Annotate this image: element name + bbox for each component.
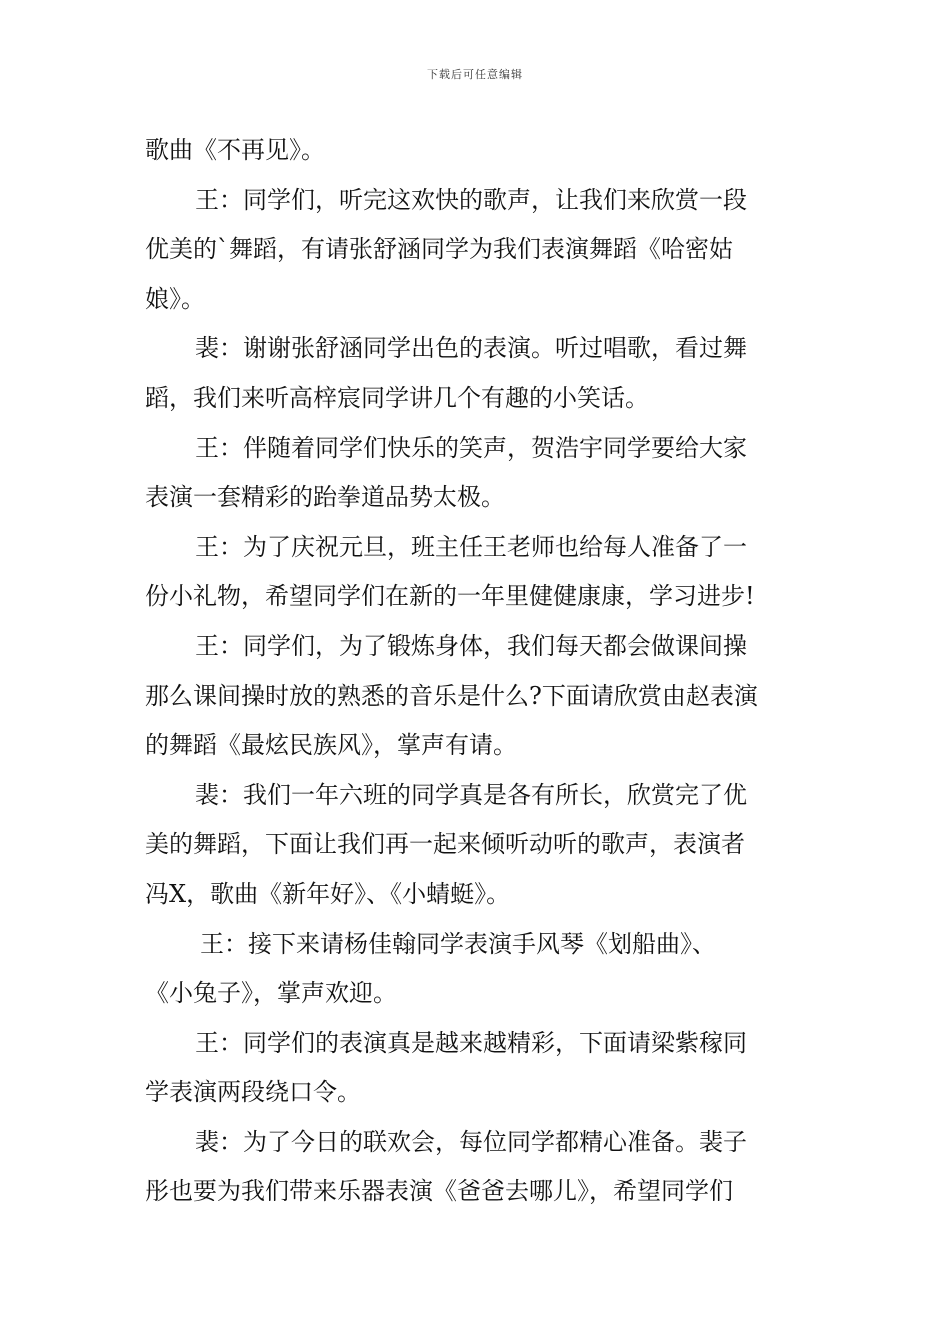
- text-line: 蹈，我们来听高梓宸同学讲几个有趣的小笑话。: [145, 383, 649, 412]
- text-line: 优美的`舞蹈，有请张舒涵同学为我们表演舞蹈《哈密姑: [145, 235, 733, 264]
- text-line: 王：伴随着同学们快乐的笑声，贺浩宇同学要给大家: [195, 433, 747, 462]
- text-line: 份小礼物，希望同学们在新的一年里健健康康，学习进步!: [145, 582, 755, 611]
- page-header-note: 下载后可任意编辑: [427, 68, 523, 81]
- text-line: 王：同学们的表演真是越来越精彩，下面请梁紫稼同: [195, 1028, 747, 1057]
- text-line: 王：同学们，为了锻炼身体，我们每天都会做课间操: [195, 631, 747, 660]
- text-line: 娘》。: [145, 284, 205, 313]
- text-line: 学表演两段绕口令。: [145, 1078, 361, 1107]
- text-line: 那么课间操时放的熟悉的音乐是什么?下面请欣赏由赵表演: [145, 681, 758, 710]
- text-line: 冯X，歌曲《新年好》、《小蜻蜓》。: [145, 879, 511, 908]
- text-line: 裴：为了今日的联欢会，每位同学都精心准备。裴子: [195, 1127, 747, 1156]
- text-line: 的舞蹈《最炫民族风》，掌声有请。: [145, 731, 517, 760]
- text-line: 裴：谢谢张舒涵同学出色的表演。听过唱歌，看过舞: [195, 334, 747, 363]
- text-line: 《小兔子》，掌声欢迎。: [145, 979, 397, 1008]
- text-line: 王：为了庆祝元旦，班主任王老师也给每人准备了一: [195, 532, 747, 561]
- text-line: 美的舞蹈，下面让我们再一起来倾听动听的歌声，表演者: [145, 830, 745, 859]
- text-line: 王：同学们，听完这欢快的歌声，让我们来欣赏一段: [195, 185, 747, 214]
- text-line: 彤也要为我们带来乐器表演《爸爸去哪儿》，希望同学们: [145, 1177, 733, 1206]
- text-line: 王：接下来请杨佳翰同学表演手风琴《划船曲》、: [200, 929, 716, 958]
- text-line: 歌曲《不再见》。: [145, 136, 325, 164]
- text-line: 裴：我们一年六班的同学真是各有所长，欣赏完了优: [195, 780, 747, 809]
- text-line: 表演一套精彩的跆拳道品势太极。: [145, 483, 505, 512]
- document-body: [145, 126, 807, 1217]
